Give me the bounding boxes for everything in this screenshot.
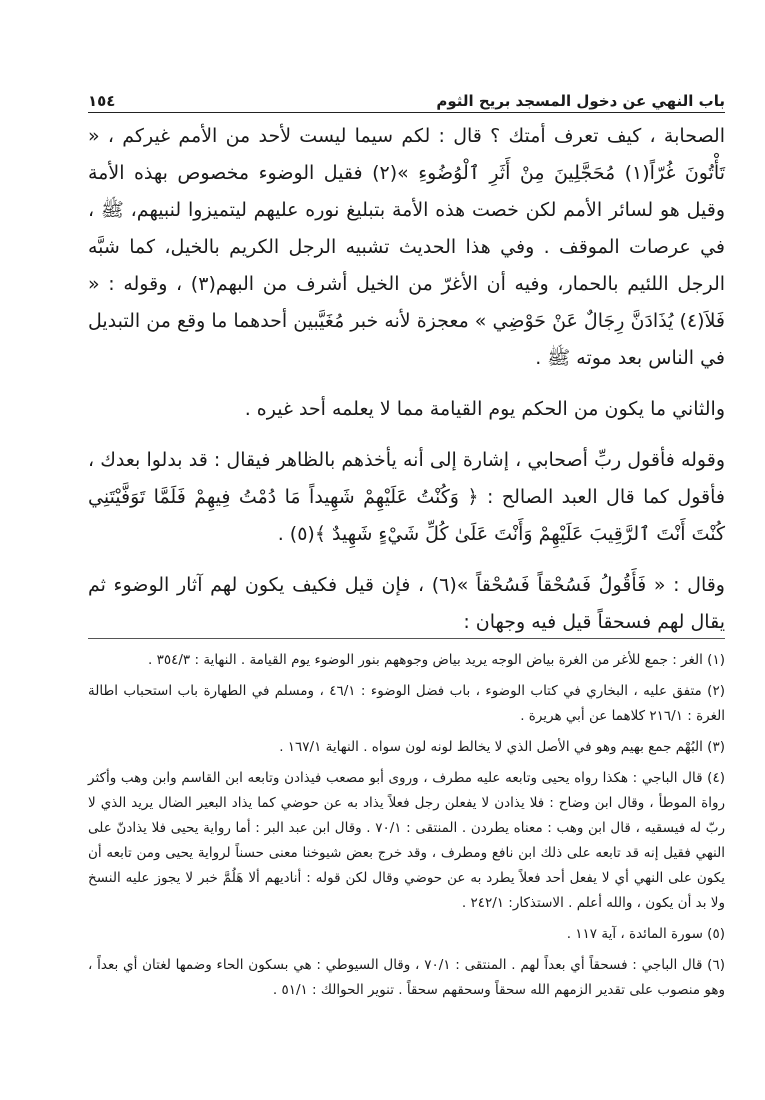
- footnotes: [88, 648, 725, 1009]
- paragraph-2: والثاني ما يكون من الحكم يوم القيامة مما لا يعلمه أحد غيره .: [244, 398, 725, 420]
- page-number: ١٥٤: [88, 92, 116, 110]
- paragraph-4: وقال : « فَأَقُولُ فَسُحْقاً فَسُحْقاً »(٦) ، فإن قيل فكيف يكون لهم آثار الوضوء ثم يقال لهم فسحقاً قيل فيه وجهان :: [88, 574, 725, 633]
- footnote-3: (٣) البُهْم جمع بهيم وهو في الأصل الذي لا يخالط لونه لون سواه . النهاية ١٦٧/١ .: [279, 739, 725, 755]
- paragraph-3: وقوله فأقول ربِّ أصحابي ، إشارة إلى أنه يأخذهم بالظاهر فيقال : قد بدلوا بعدك ، فأقول كما قال العبد الصالح : ﴿ وَكُنْتُ عَلَيْهِمْ شَهِيداً مَا دُمْتُ فِيهِمْ فَلَمَّا تَوَفَّيْتَنِي كُنْتَ أَنْتَ ٱلرَّقِيبَ عَلَيْهِمْ وَأَنْتَ عَلَىٰ كُلِّ شَيْءٍ شَهِيدٌ ﴾(٥) .: [88, 449, 725, 545]
- footnote-2: (٢) متفق عليه ، البخاري في كتاب الوضوء ، باب فضل الوضوء : ٤٦/١ ، ومسلم في الطهارة باب استحباب اطالة الغرة : ٢١٦/١ كلاهما عن أبي هريرة .: [88, 683, 725, 724]
- footnote-5: (٥) سورة المائدة ، آية ١١٧ .: [566, 926, 725, 942]
- running-header: [88, 84, 725, 110]
- footnote-4: (٤) قال الباجي : هكذا رواه يحيى وتابعه عليه مطرف ، وروى أبو مصعب فيذادن وتابعه ابن القاسم وابن وهب وأكثر رواة الموطأ ، وقال ابن وضاح : فلا يذادن لا يفعلن رجل فعلاً يذاد به عن حوضي كما يذاد البعير الضال يريد الذي لا ربّ له فيسقيه ، قال ابن وهب : معناه يطردن . المنتقى : ٧٠/١ . وقال ابن عبد البر : أما رواية يحيى فلا يذادنّ على النهي فقيل إنه قد تابعه على ذلك ابن نافع ومطرف ، وقد خرج بعض شيوخنا معنى حسناً لرواية يحيى ومن تابعه أن يكون على النهي أي لا يفعل أحد فعلاً يطرد به عن حوضي وقال لكن قوله : أناديهم ألا هَلُمَّ خبر لا يجوز عليه النسخ ولا بد أن يكون ، والله أعلم . الاستذكار: ٢٤٢/١ .: [88, 770, 725, 911]
- footnote-6: (٦) قال الباجي : فسحقاً أي بعداً لهم . المنتقى : ٧٠/١ ، وقال السيوطي : هي بسكون الحاء وضمها لغتان أي بعداً ، وهو منصوب على تقدير الزمهم الله سحقاً وسحقهم سحقاً . تنوير الحوالك : ٥١/١ .: [88, 957, 725, 998]
- footnote-1: (١) الغر : جمع للأغر من الغرة بياض الوجه يريد بياض وجوههم بنور الوضوء يوم القيامة . النهاية : ٣٥٤/٣ .: [148, 652, 725, 668]
- header-rule: [88, 112, 725, 113]
- footnotes-rule: [88, 638, 725, 639]
- chapter-title: باب النهي عن دخول المسجد بريح الثوم: [436, 92, 725, 110]
- paragraph-1: الصحابة ، كيف تعرف أمتك ؟ قال : لكم سيما ليست لأحد من الأمم غيركم ، « تَأْتُونَ غُرّاً(١) مُحَجَّلِينَ مِنْ أَثَرِ ٱلْوُضُوءِ »(٢) فقيل الوضوء مخصوص بهذه الأمة وقيل هو لسائر الأمم لكن خصت هذه الأمة بتبليغ نوره عليهم ليتميزوا لنبيهم، ﷺ ، في عرصات الموقف . وفي هذا الحديث تشبيه الرجل الكريم بالخيل، كما شبَّه الرجل اللئيم بالحمار، وفيه أن الأغرّ من الخيل أشرف من البهم(٣) ، وقوله : « فَلاَ(٤) يُذَادَنَّ رِجَالٌ عَنْ حَوْضِي » معجزة لأنه خبر مُغَيَّبين أحدهما ما وقع من التبديل في الناس بعد موته ﷺ .: [88, 125, 726, 369]
- main-text: [88, 118, 725, 641]
